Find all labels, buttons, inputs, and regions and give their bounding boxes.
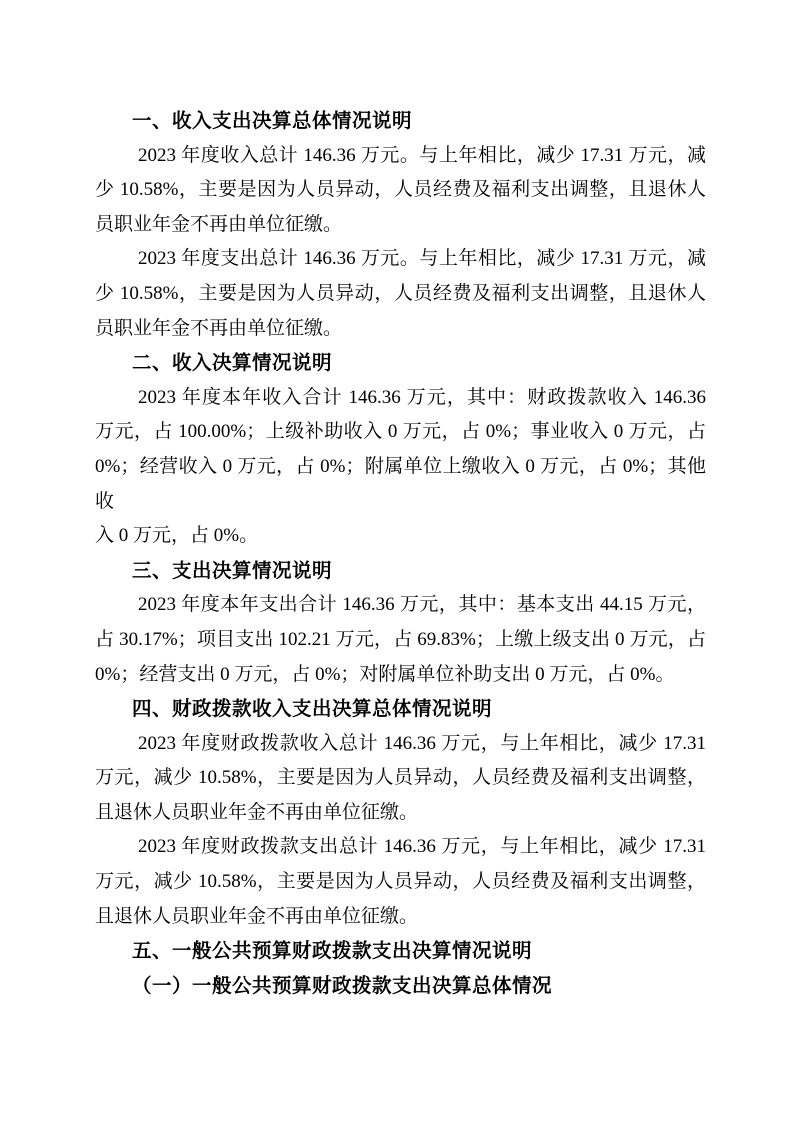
text-line: 万元，占 100.00%；上级补助收入 0 万元，占 0%；事业收入 0 万元，占 — [95, 421, 706, 443]
text-line: 少 10.58%，主要是因为人员异动，人员经费及福利支出调整，且退休人 — [95, 179, 706, 201]
text-line: 2023 年度本年收入合计 146.36 万元，其中：财政拨款收入 146.36 — [138, 386, 706, 408]
section-heading-5: 五、一般公共预算财政拨款支出决算情况说明 — [132, 940, 533, 963]
text-line: 且退休人员职业年金不再由单位征缴。 — [95, 905, 419, 927]
text-line: 入 0 万元，占 0%。 — [95, 525, 259, 547]
subsection-heading-1: （一）一般公共预算财政拨款支出决算总体情况 — [132, 974, 553, 997]
text-line: 0%；经营收入 0 万元，占 0%；附属单位上缴收入 0 万元，占 0%；其他收 — [95, 455, 706, 512]
paragraph-expenditure-detail — [95, 588, 706, 692]
document-content — [95, 104, 706, 1003]
text-line: 万元，减少 10.58%，主要是因为人员异动，人员经费及福利支出调整， — [95, 767, 706, 789]
paragraph-income-detail — [95, 381, 706, 554]
text-line: 少 10.58%，主要是因为人员异动，人员经费及福利支出调整，且退休人 — [95, 282, 706, 304]
text-line: 万元，减少 10.58%，主要是因为人员异动，人员经费及福利支出调整， — [95, 871, 706, 893]
text-line: 员职业年金不再由单位征缴。 — [95, 213, 343, 235]
section-heading-3: 三、支出决算情况说明 — [132, 559, 333, 582]
section-heading-4: 四、财政拨款收入支出决算总体情况说明 — [132, 698, 493, 721]
text-line: 2023 年度支出总计 146.36 万元。与上年相比，减少 17.31 万元，减 — [138, 248, 706, 270]
paragraph-income-total — [95, 139, 706, 243]
section-heading-2: 二、收入决算情况说明 — [132, 352, 333, 375]
paragraph-expenditure-total — [95, 242, 706, 346]
text-line: 占 30.17%；项目支出 102.21 万元，占 69.83%；上缴上级支出 0 万元，占 — [95, 628, 706, 650]
text-line: 2023 年度本年支出合计 146.36 万元，其中：基本支出 44.15 万元， — [138, 594, 706, 616]
text-line: 员职业年金不再由单位征缴。 — [95, 317, 343, 339]
text-line: 0%；经营支出 0 万元，占 0%；对附属单位补助支出 0 万元，占 0%。 — [95, 663, 675, 685]
text-line: 2023 年度财政拨款收入总计 146.36 万元，与上年相比，减少 17.31 — [138, 732, 706, 754]
text-line: 2023 年度收入总计 146.36 万元。与上年相比，减少 17.31 万元，减 — [138, 144, 706, 166]
text-line: 且退休人员职业年金不再由单位征缴。 — [95, 801, 419, 823]
section-heading-1: 一、收入支出决算总体情况说明 — [132, 110, 413, 132]
text-line: 2023 年度财政拨款支出总计 146.36 万元，与上年相比，减少 17.31 — [138, 836, 706, 858]
paragraph-fiscal-income — [95, 727, 706, 831]
paragraph-fiscal-expenditure — [95, 830, 706, 934]
